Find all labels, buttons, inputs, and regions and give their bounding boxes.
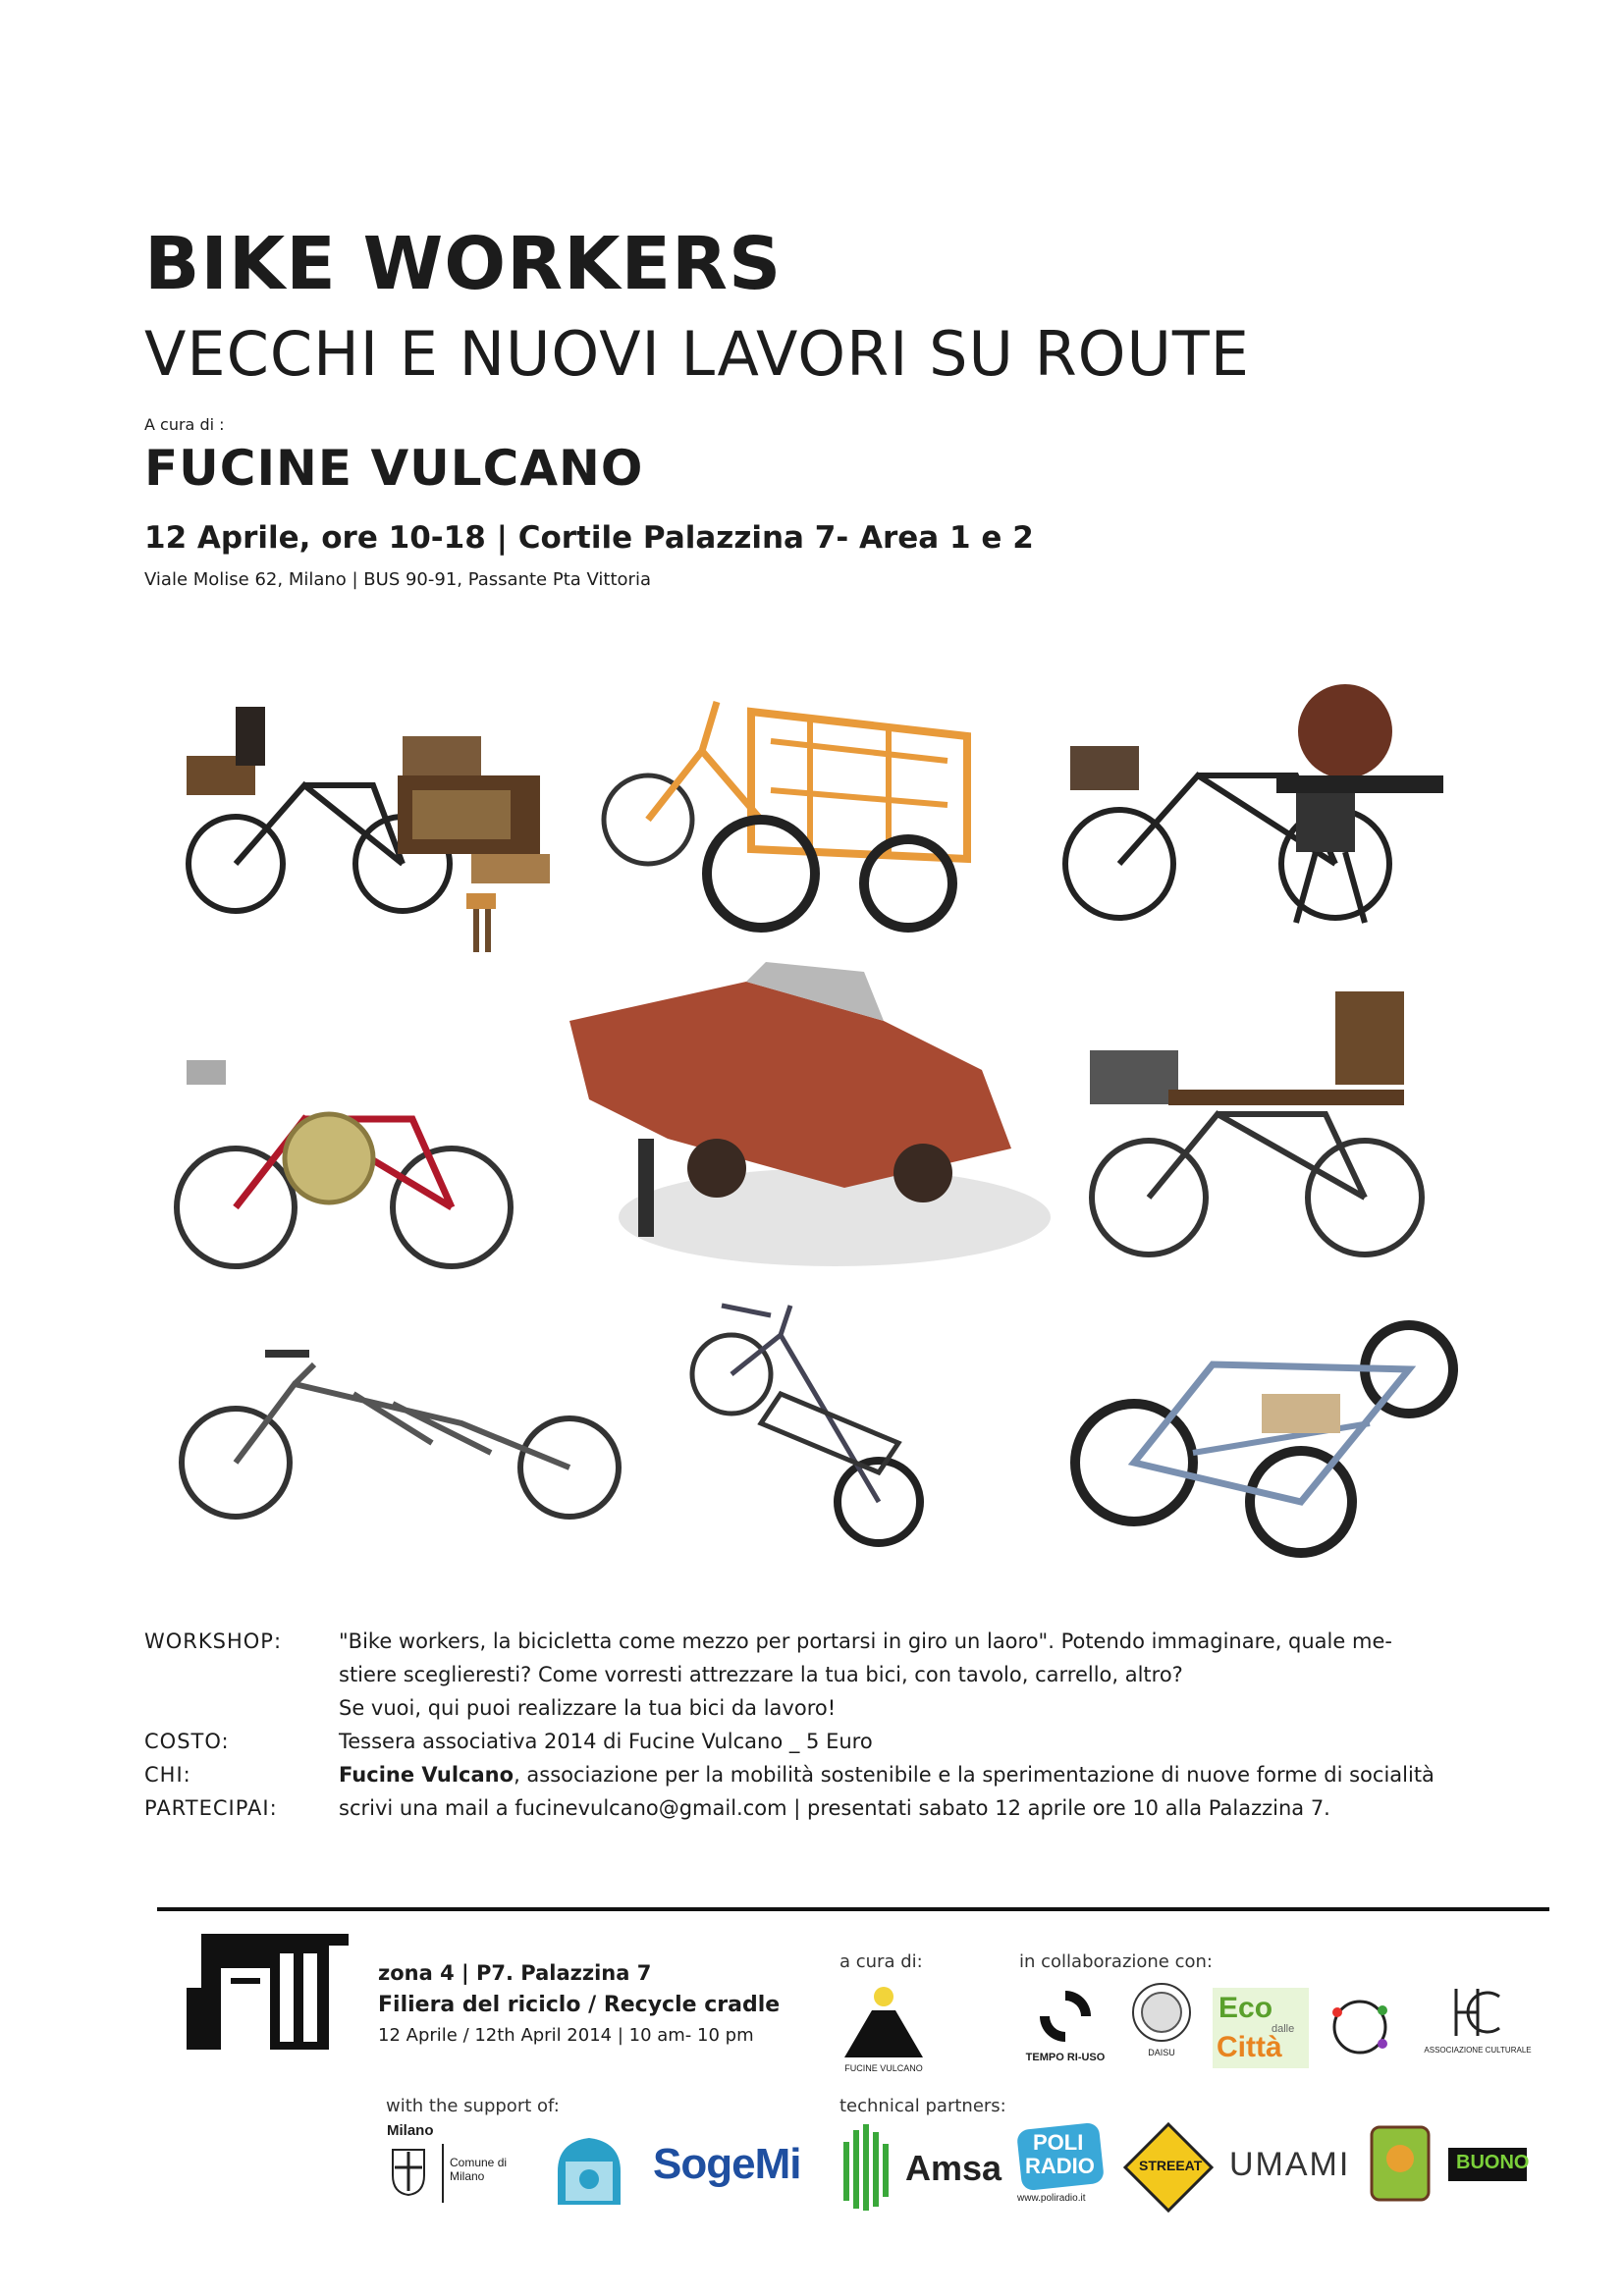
footer-curated-label: a cura di: [839, 1951, 923, 1972]
milano-crest-icon [389, 2146, 428, 2197]
poliradio-word: RADIO [1025, 2154, 1095, 2178]
volcano-icon [835, 1981, 933, 2059]
seal-icon [1130, 1981, 1193, 2044]
red-bicycle-with-reel-photo [167, 1041, 530, 1281]
workshop-text-line: "Bike workers, la bicicletta come mezzo per portarsi in giro un laoro". Potendo immaginare, quale me- [339, 1629, 1392, 1653]
footer-filiera: Filiera del riciclo / Recycle cradle [378, 1993, 781, 2017]
hc-monogram-icon [1448, 1983, 1507, 2042]
fucine-vulcano-logo [835, 1981, 933, 2079]
milano-logo-title: Milano [387, 2122, 434, 2139]
sogemi-logo: SogeMi [653, 2140, 801, 2188]
eco-dalle-citta-logo [1213, 1988, 1309, 2068]
assoc-logo-text: ASSOCIAZIONE CULTURALE [1424, 2046, 1532, 2055]
curated-by-label: A cura di : [144, 415, 225, 434]
tempo-riuso-logo [1021, 1985, 1110, 2073]
grinder-bicycle-photo [1051, 677, 1453, 952]
daisu-logo-text: DAISU [1148, 2048, 1175, 2057]
comune-milano-logo [383, 2122, 530, 2216]
workshop-row [144, 1625, 1519, 1725]
footer-date: 12 Aprile / 12th April 2014 | 10 am- 10 pm [378, 2025, 754, 2046]
front-rack-cargo-bicycle-photo [682, 1296, 938, 1551]
eco-logo-word: Eco [1218, 1992, 1273, 2024]
buono-word: BUONO [1456, 2152, 1530, 2173]
partecipa-value: scrivi una mail a fucinevulcano@gmail.com | presentati sabato 12 aprile ore 10 alla Palazzina 7. [339, 1796, 1330, 1820]
chi-description: , associazione per la mobilità sostenibile e la sperimentazione di nuove forme di socialità [514, 1763, 1435, 1787]
workshop-label: WORKSHOP: [144, 1629, 283, 1653]
costo-value: Tessera associativa 2014 di Fucine Vulcano _ 5 Euro [339, 1730, 873, 1753]
camera-bicycle-photo [1070, 972, 1453, 1271]
poster-subtitle: VECCHI E NUOVI LAVORI SU ROUTE [144, 318, 1250, 390]
poliradio-word: POLI [1033, 2130, 1084, 2155]
poliradio-logo [1011, 2120, 1110, 2215]
workbench-bicycle-photo [177, 677, 569, 962]
daisu-logo [1127, 1981, 1196, 2069]
partecipa-label: PARTECIPAI: [144, 1796, 278, 1820]
streeat-logo [1121, 2120, 1216, 2215]
organizer-name: FUCINE VULCANO [144, 440, 644, 497]
partecipa-row [144, 1791, 1519, 1825]
palazzina-building-icon [182, 1924, 358, 2050]
amsa-stripes-icon [839, 2122, 898, 2213]
event-date-location: 12 Aprile, ore 10-18 | Cortile Palazzina 7- Area 1 e 2 [144, 520, 1034, 556]
associazione-culturale-logo [1419, 1983, 1537, 2071]
etti-logo-icon [1326, 1993, 1394, 2061]
workshop-text-line: Se vuoi, qui puoi realizzare la tua bici da lavoro! [339, 1696, 837, 1720]
orange-cargo-tricycle-photo [594, 682, 987, 947]
chi-label: CHI: [144, 1763, 191, 1787]
costo-row [144, 1725, 1519, 1758]
footer-divider [157, 1907, 1549, 1911]
zona-4-logo-icon [550, 2132, 628, 2211]
eco-logo-word: Città [1217, 2031, 1282, 2063]
long-cargo-bicycle-photo [167, 1335, 638, 1531]
chi-value [339, 1758, 1519, 1791]
footer-collab-label: in collaborazione con: [1019, 1951, 1213, 1972]
poster-title: BIKE WORKERS [144, 222, 783, 306]
fucine-logo-text: FUCINE VULCANO [844, 2063, 923, 2073]
buono-logo [1448, 2148, 1530, 2181]
support-label: with the support of: [386, 2096, 560, 2116]
car-body-rickshaw-photo [550, 962, 1060, 1276]
chi-row [144, 1758, 1519, 1791]
workshop-info [144, 1625, 1519, 1825]
amsa-logo: Amsa [905, 2148, 1002, 2188]
event-address: Viale Molise 62, Milano | BUS 90-91, Passante Pta Vittoria [144, 569, 651, 590]
footer-zone: zona 4 | P7. Palazzina 7 [378, 1961, 652, 1985]
technical-partners-label: technical partners: [839, 2096, 1006, 2116]
workshop-description [339, 1625, 1519, 1725]
recycle-arrows-icon [1034, 1985, 1097, 2048]
poliradio-url: www.poliradio.it [1017, 2193, 1086, 2204]
tempo-logo-text: TEMPO RI-USO [1025, 2052, 1106, 2063]
costo-label: COSTO: [144, 1730, 230, 1753]
chi-org-name: Fucine Vulcano [339, 1763, 514, 1787]
comune-logo-text: Comune di Milano [450, 2156, 508, 2183]
eco-logo-word: dalle [1272, 2023, 1295, 2035]
green-badge-logo-icon [1370, 2125, 1431, 2202]
workshop-text-line: stiere sceglieresti? Come vorresti attrezzare la tua bici, con tavolo, carrello, altro? [339, 1663, 1183, 1686]
streeat-word: STREEAT [1139, 2158, 1203, 2173]
sidecar-tricycle-photo [1065, 1276, 1468, 1561]
umami-logo: UMAMI [1229, 2146, 1351, 2183]
